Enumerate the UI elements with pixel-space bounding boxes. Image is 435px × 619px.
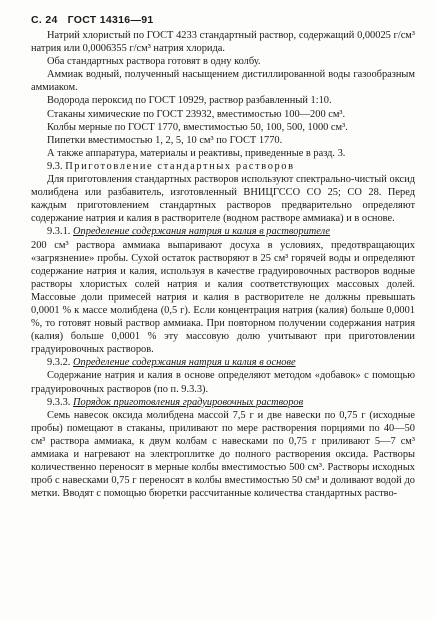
section-9-3-2: [31, 356, 415, 369]
section-9-3-1: [31, 225, 415, 238]
paragraph-beakers: Стаканы химические по ГОСТ 23932, вместимостью 100—200 см³.: [47, 108, 346, 120]
document-body: [31, 29, 415, 500]
paragraph-also-apparatus: А также аппаратура, материалы и реактивы, приведенные в разд. 3.: [47, 147, 346, 159]
paragraph-sodium-chloride: Натрий хлористый по ГОСТ 4233 стандартный раствор, содержащий 0,00025 г/см³ натрия или 0,0006355 г/см³ натрия хлорида.: [31, 30, 415, 55]
page-header: [31, 14, 154, 27]
paragraph-flasks: Колбы мерные по ГОСТ 1770, вместимостью 50, 100, 500, 1000 см³.: [47, 121, 348, 133]
section-body-9-3-2: Содержание натрия и калия в основе определяют методом «добавок» с помощью градуировочных растворов (по п. 9.3.3).: [31, 370, 415, 395]
paragraph-ammonia: Аммиак водный, полученный насыщением дистиллированной воды газообразным аммиаком.: [31, 69, 415, 94]
section-title: Порядок приготовления градуировочных растворов: [73, 396, 304, 408]
paragraph-hydrogen-peroxide: Водорода пероксид по ГОСТ 10929, раствор разбавленный 1:10.: [47, 95, 332, 107]
section-title: Приготовление стандартных растворов: [65, 160, 295, 172]
standard-code: ГОСТ 14316—91: [67, 14, 154, 26]
section-heading-9-3: [31, 160, 415, 173]
section-body-9-3-3: Семь навесок оксида молибдена массой 7,5 г и две навески по 0,75 г (исходные пробы) помещают в стаканы, приливают по мере растворения порциями по 40—50 см³ раствора аммиака, к двум колбам с навесками по 0,75 г приливают 5—7 см³ аммиака и нагревают на электроплитке до полного растворения оксида. Растворы количественно переносят в мерные колбы вместимостью 500 см³. Растворы исходных проб с навесками 0,75 г переносят в колбы вместимостью 50 см³ и доливают водой до метки. Вводят с помощью бюретки рассчитанные количества стандартных раство-: [31, 409, 415, 500]
section-body-9-3-1: 200 см³ раствора аммиака выпаривают досуха в условиях, предотвращающих «загрязнение» пробы. Сухой остаток растворяют в 25 см³ горячей воды и определяют содержание натрия и калия, используя в качестве градуировочных растворов водные растворы хлористых солей натрия и калия соответствующих массовых долей. Массовые доли примесей натрия и калия в растворителе не должны превышать 0,0001 % к массе молибдена (0,5 г). Если концентрация натрия (калия) больше 0,0001 %, то готовят новый раствор аммиака. При повторном получении содержания натрия (калия) больше 0,0001 % эту массовую долю учитывают при приготовлении градуировочных растворов.: [31, 239, 415, 356]
section-body-9-3: Для приготовления стандартных растворов используют спектрально-чистый оксид молибдена или разбавитель, изготовленный ВНИЦГССО СО 25; СО 28. Перед каждым приготовлением стандартных растворов предварительно определяют содержание натрия и калия в растворителе (водном растворе аммиака) и в основе.: [31, 174, 415, 225]
section-title: Определение содержания натрия и калия в растворителе: [73, 226, 331, 238]
section-number: 9.3.: [47, 160, 63, 172]
section-number: 9.3.3.: [47, 396, 71, 408]
paragraph-pipettes: Пипетки вместимостью 1, 2, 5, 10 см³ по ГОСТ 1770.: [47, 134, 283, 146]
section-title: Определение содержания натрия и калия в основе: [73, 357, 296, 369]
section-9-3-3: [31, 396, 415, 409]
section-number: 9.3.1.: [47, 226, 71, 238]
section-number: 9.3.2.: [47, 357, 71, 369]
page-number: С. 24: [31, 14, 58, 26]
paragraph-both-solutions: Оба стандартных раствора готовят в одну колбу.: [47, 56, 261, 68]
